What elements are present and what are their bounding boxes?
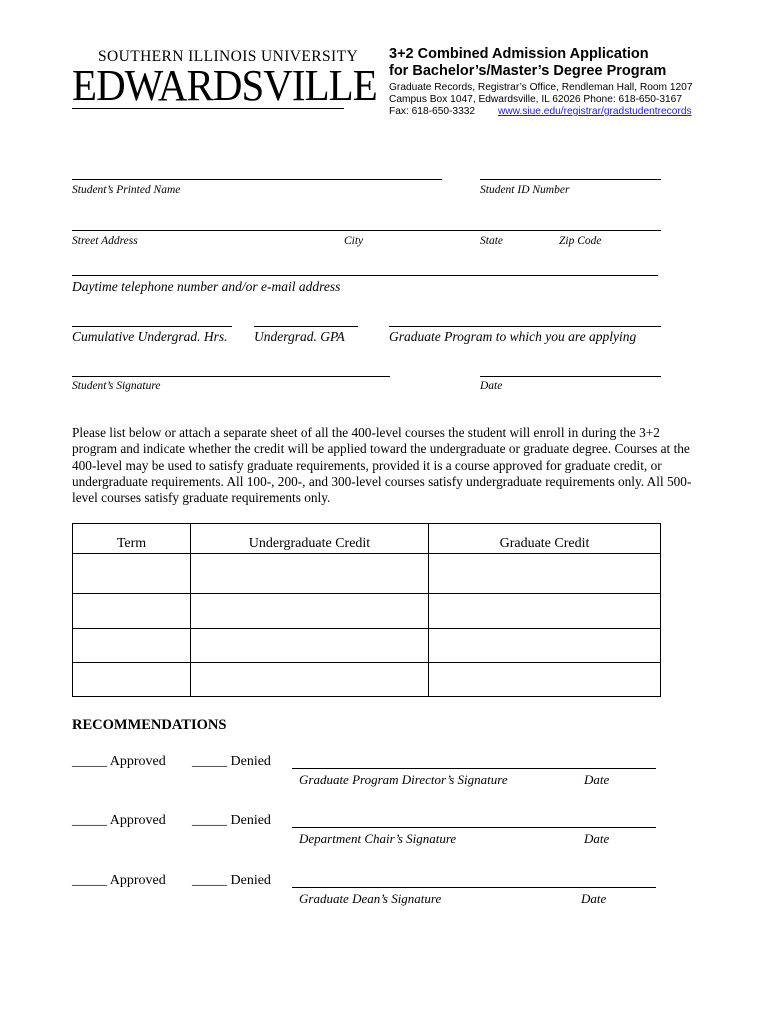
table-row: [73, 554, 661, 594]
approved-option[interactable]: _____ Approved: [72, 873, 166, 888]
form-title-line2: for Bachelor’s/Master’s Degree Program: [389, 63, 667, 79]
form-header: [389, 46, 693, 118]
signature-line[interactable]: [292, 887, 656, 888]
gpa-label: Undergrad. GPA: [254, 329, 345, 344]
undergrad-credit-cell[interactable]: [191, 629, 429, 663]
signature-line[interactable]: [292, 827, 656, 828]
grad-credit-cell[interactable]: [429, 594, 661, 629]
term-cell[interactable]: [73, 594, 191, 629]
denied-option[interactable]: _____ Denied: [192, 754, 271, 769]
cum-hours-label: Cumulative Undergrad. Hrs.: [72, 329, 228, 344]
program-director-signature-label: Graduate Program Director’s Signature: [299, 772, 508, 787]
undergrad-credit-cell[interactable]: [191, 594, 429, 629]
course-table-header-row: [73, 524, 661, 554]
approved-option[interactable]: _____ Approved: [72, 813, 166, 828]
grad-credit-cell[interactable]: [429, 663, 661, 697]
address-line2: Campus Box 1047, Edwardsville, IL 62026 Phone: 618-650-3167: [389, 94, 682, 105]
instructions-paragraph: Please list below or attach a separate sheet of all the 400-level courses the student will enroll in during the 3+2 program and indicate whether the credit will be applied toward the undergraduate or graduate degree. Courses at the 400-level may be used to satisfy graduate requirements, provided it is a course approved for graduate credit, or undergraduate requirements. All 100-, 200-, and 300-level courses satisfy undergraduate requirements only. All 500-level courses satisfy graduate requirements only.: [72, 425, 692, 506]
undergrad-credit-header: Undergraduate Credit: [191, 524, 429, 554]
contact-label: Daytime telephone number and/or e-mail address: [72, 279, 341, 294]
approved-option[interactable]: _____ Approved: [72, 754, 166, 769]
grad-program-line[interactable]: [389, 326, 661, 327]
street-label: Street Address: [72, 235, 138, 247]
grad-credit-cell[interactable]: [429, 629, 661, 663]
grad-credit-header: Graduate Credit: [429, 524, 661, 554]
recommendations-title: RECOMMENDATIONS: [72, 717, 227, 733]
course-table: [72, 523, 661, 697]
form-title-line1: 3+2 Combined Admission Application: [389, 46, 649, 62]
fax-and-website: [389, 106, 693, 118]
term-cell[interactable]: [73, 554, 191, 594]
student-date-label: Date: [480, 380, 503, 392]
graduate-dean-signature-label: Graduate Dean’s Signature: [299, 891, 442, 906]
signature-date-label: Date: [581, 891, 607, 906]
term-header: Term: [73, 524, 191, 554]
signature-line[interactable]: [292, 768, 656, 769]
address-line[interactable]: [72, 230, 661, 231]
grad-credit-cell[interactable]: [429, 554, 661, 594]
undergrad-credit-cell[interactable]: [191, 554, 429, 594]
student-id-label: Student ID Number: [480, 184, 570, 196]
signature-date-label: Date: [584, 772, 610, 787]
printed-name-label: Student’s Printed Name: [72, 184, 181, 196]
student-signature-label: Student’s Signature: [72, 380, 161, 392]
table-row: [73, 594, 661, 629]
address-line1: Graduate Records, Registrar’s Office, Rendleman Hall, Room 1207: [389, 82, 693, 93]
zip-label: Zip Code: [559, 235, 602, 247]
student-id-line[interactable]: [480, 179, 661, 180]
term-cell[interactable]: [73, 629, 191, 663]
grad-program-label: Graduate Program to which you are applying: [389, 329, 637, 344]
fax-number: Fax: 618-650-3332: [389, 106, 476, 117]
denied-option[interactable]: _____ Denied: [192, 873, 271, 888]
logo-university-name: SOUTHERN ILLINOIS UNIVERSITY: [98, 48, 359, 65]
state-label: State: [480, 235, 503, 247]
printed-name-line[interactable]: [72, 179, 442, 180]
denied-option[interactable]: _____ Denied: [192, 813, 271, 828]
student-date-line[interactable]: [480, 376, 661, 377]
term-cell[interactable]: [73, 663, 191, 697]
undergrad-credit-cell[interactable]: [191, 663, 429, 697]
gpa-line[interactable]: [254, 326, 358, 327]
table-row: [73, 663, 661, 697]
cum-hours-line[interactable]: [72, 326, 232, 327]
contact-line[interactable]: [72, 275, 658, 276]
department-chair-signature-label: Department Chair’s Signature: [299, 831, 457, 846]
student-signature-line[interactable]: [72, 376, 390, 377]
logo-underline: [72, 108, 344, 109]
signature-date-label: Date: [584, 831, 610, 846]
website-link[interactable]: www.siue.edu/registrar/gradstudentrecords: [497, 106, 692, 117]
table-row: [73, 629, 661, 663]
logo-campus-name: EDWARDSVILLE: [72, 61, 377, 110]
city-label: City: [344, 235, 364, 247]
